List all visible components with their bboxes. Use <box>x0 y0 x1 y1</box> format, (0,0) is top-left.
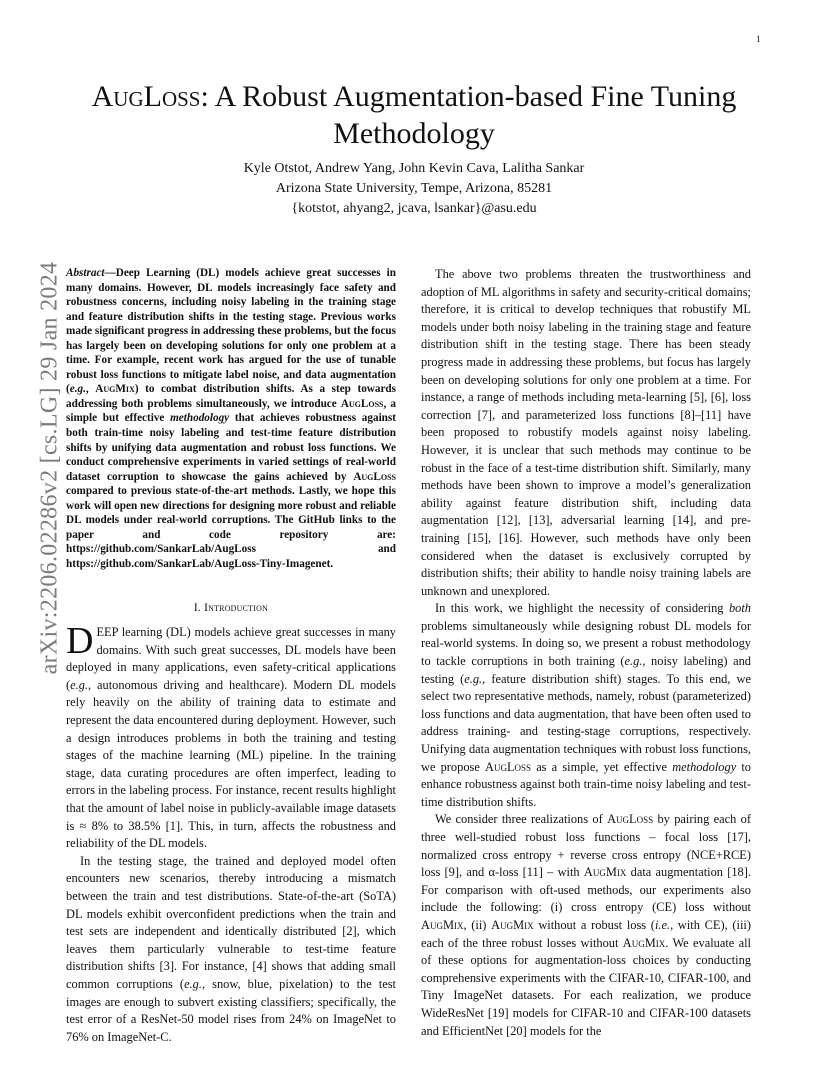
intro-text: , autonomous driving and healthcare). Modern DL models rely heavily on the ability of training data to estimate and represent the data encountered during deployment. However, such a design introduces problems in both the training and testing stages of the machine learning (ML) pipeline. In the training stage, data curating procedures are often imperfect, leading to errors in the labeling process. For instance, recent results highlight that the amount of label noise in publicly-available image datasets is ≈ 8% to 38.5% [1]. This, in turn, affects the robustness and reliability of the DL models. <box>66 677 396 851</box>
right-paragraph-2 <box>421 600 751 811</box>
body-eg: e.g. <box>624 654 643 669</box>
abstract-comma: , <box>85 383 96 396</box>
affiliation: Arizona State University, Tempe, Arizona, 85281 <box>275 181 553 196</box>
section-numeral: I. <box>193 602 205 615</box>
section-heading-introduction <box>66 600 396 618</box>
body-text: , noisy labeling) and testing ( <box>421 654 751 686</box>
abstract-eg: e.g. <box>69 383 86 396</box>
body-text: , (ii) <box>463 917 492 932</box>
body-text: data augmentation [18]. For comparison with oft-used methods, our experiments also include the following: (i) cross entropy (CE) loss without <box>421 865 751 915</box>
title-rest: : A Robust Augmentation-based Fine Tuning Methodology <box>200 80 737 150</box>
abstract-augloss: AugLoss <box>353 470 396 483</box>
section-name: Introduction <box>204 602 269 615</box>
right-column <box>421 266 751 1040</box>
intro-text: In the testing stage, the trained and deployed model often encounters new scenarios, thereby introducing a mismatch between the train and test distributions. State-of-the-art (SoTA) DL models exhibit overconfident predictions when the train and test sets are independent and identically distributed [2], which leaves them particularly vulnerable to test-time feature distribution shifts [3]. For instance, [4] shows that adding small common corruptions ( <box>66 853 396 991</box>
body-text: . We evaluate all of these options for augmentation-loss choices by conducting comprehensive experiments with the CIFAR-10, CIFAR-100, and Tiny ImageNet datasets. For each realization, we produce WideResNet [19] models for CIFAR-10 and CIFAR-100 datasets and EfficientNet [20] models for the <box>421 935 751 1038</box>
body-text: , feature distribution shift) stages. To this end, we select two representative methods, namely, robust (parameterized) loss functions and data augmentation, that have been often used to address training- and testing-stage corruptions, respectively. Unifying data augmentation techniques with robust loss functions, we propose <box>421 671 752 774</box>
abstract-text: that achieves robustness against both train-time noisy labeling and test-time feature distribution shifts by unifying data augmentation and robust loss functions. We conduct comprehensive experiments in varied settings of real-world dataset corruption to showcase the gains achieved by <box>66 412 396 483</box>
intro-text: EEP learning (DL) models achieve great successes in many domains. With such great successes, DL models have been deployed in many applications, even safety-critical applications ( <box>66 625 396 692</box>
body-text: problems simultaneously while designing robust DL models for real-world systems. In doing so, we present a robust methodology to tackle corruptions in both training ( <box>421 618 751 669</box>
body-text: to enhance robustness against both train-time noisy labeling and test-time distribution shifts. <box>421 759 751 809</box>
abstract-text: —Deep Learning (DL) models achieve great successes in many domains. However, DL models increasingly face safety and robustness concerns, including noisy labeling in the training stage and feature distribution shifts in the testing stage. Previous works made significant progress in addressing these problems, but the focus has largely been on developing solutions for only one problem at a time. For example, recent work has argued for the use of tunable robust loss functions to mitigate label noise, and data augmentation ( <box>66 267 396 396</box>
title-augloss: AugLoss <box>91 80 201 113</box>
body-eg: e.g. <box>464 671 483 686</box>
abstract-augmix: AugMix <box>95 383 135 396</box>
body-text: , with CE), (iii) each of the three robust losses without <box>421 917 751 950</box>
left-column <box>66 266 396 1046</box>
body-augmix: AugMix <box>622 935 666 950</box>
emphasis-both: both <box>728 601 751 616</box>
abstract-text: ) to combat distribution shifts. As a step towards addressing both problems simultaneously, we introduce <box>66 383 397 410</box>
body-text: We consider three realizations of <box>435 812 608 827</box>
abstract <box>66 266 396 571</box>
author-emails: {kotstot, ahyang2, jcava, lsankar}@asu.edu <box>291 201 537 216</box>
abstract-text: , a simple but effective <box>66 397 396 425</box>
intro-paragraph-2 <box>66 853 396 1047</box>
right-paragraph-3 <box>421 811 751 1040</box>
author-list: Kyle Otstot, Andrew Yang, John Kevin Cava, Lalitha Sankar <box>243 161 585 176</box>
body-text: In this work, we highlight the necessity of considering <box>435 601 729 616</box>
body-ie: i.e. <box>654 917 671 932</box>
body-augmix: AugMix <box>491 917 534 932</box>
body-augmix: AugMix <box>421 917 464 932</box>
page-number: 1 <box>756 34 761 44</box>
body-augmix: AugMix <box>583 865 627 880</box>
intro-text: , snow, blue, pixelation) to the test images are enough to subvert existing classifiers; specifically, the test error of a ResNet-50 model rises from 24% on ImageNet to 76% on ImageNet-C. <box>66 976 396 1044</box>
body-text: without a robust loss ( <box>533 917 655 932</box>
drop-cap: D <box>66 620 94 663</box>
body-augloss: AugLoss <box>485 759 532 774</box>
body-methodology: methodology <box>672 759 737 774</box>
arxiv-stamp-text: arXiv:2206.02286v2 [cs.LG] 29 Jan 2024 <box>36 261 63 675</box>
body-text: as a simple, yet effective <box>531 759 673 774</box>
intro-eg: e.g. <box>184 976 202 991</box>
intro-eg: e.g. <box>70 677 89 692</box>
abstract-methodology: methodology <box>170 412 230 425</box>
intro-paragraph-1 <box>66 620 396 853</box>
abstract-text: compared to previous state-of-the-art methods. Lastly, we hope this work will open new directions for designing more robust and reliable DL models under real-world corruptions. The GitHub links to the paper and code repository are: https://github.com/SankarLab/AugLoss and https://github.com/SankarLab/AugLoss-Tiny-Imagenet. <box>66 485 396 570</box>
right-paragraph-1: The above two problems threaten the trustworthiness and adoption of ML algorithms in safety and security-critical domains; therefore, it is critical to develop techniques that robustify ML models under both noisy labeling in the training stage and feature distribution shift in the testing stage. There has been steady progress made in addressing these problems, but focus has largely been on developing solutions for only one problem at a time. For instance, a range of methods including meta-learning [5], [6], loss correction [7], and parameterized loss functions [8]–[11] have been proposed to robustify models against noisy labeling. However, it is unclear that such methods may continue to be robust in the face of a test-time distribution shift. Similarly, many methods have been shown to improve a model’s generalization ability against feature distribution shift, including data augmentation [12], [13], adversarial learning [14], and pre-training [15], [16]. However, such methods have only been considered when the dataset is exclusively corrupted by distribution shifts; their ability to handle noisy training labels are unknown and unexplored. <box>421 267 751 598</box>
abstract-label: Abstract <box>66 267 105 279</box>
paper-title <box>60 78 768 152</box>
body-text: by pairing each of three well-studied robust loss functions – focal loss [17], normalized cross entropy + reverse cross entropy (NCE+RCE) loss [9], and α-loss [11] – with <box>421 812 751 880</box>
abstract-augloss: AugLoss <box>340 397 384 410</box>
body-augloss: AugLoss <box>607 812 654 827</box>
